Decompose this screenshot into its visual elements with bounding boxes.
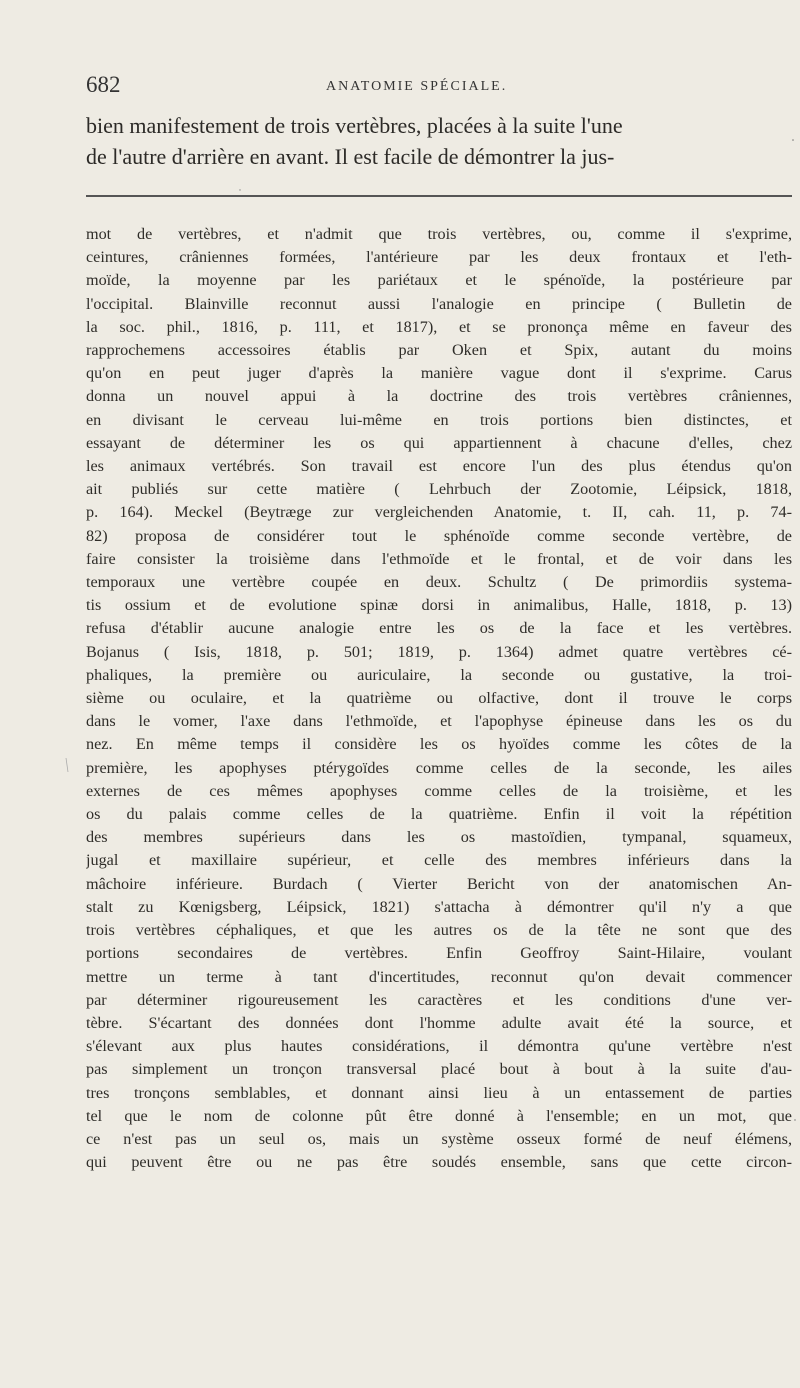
footnote-line: portions secondaires de vertèbres. Enfin Geoffroy Saint-Hilaire, voulant: [86, 944, 792, 963]
footnote-line: pas simplement un tronçon transversal placé bout à bout à la suite d'au-: [86, 1060, 792, 1079]
footnote-line: trois vertèbres céphaliques, et que les autres os de la tête ne sont que des: [86, 921, 792, 940]
page-header: [86, 62, 792, 102]
footnote-line: par déterminer rigoureusement les caractères et les conditions d'une ver-: [86, 990, 792, 1009]
footnote-line: jugal et maxillaire supérieur, et celle des membres inférieurs dans la: [86, 851, 792, 870]
footnote-line: externes de ces mêmes apophyses comme celles de la troisième, et les: [86, 781, 792, 800]
footnote-line: temporaux une vertèbre coupée en deux. Schultz ( De primordiis systema-: [86, 573, 792, 592]
footnote-line: mot de vertèbres, et n'admit que trois vertèbres, ou, comme il s'exprime,: [86, 225, 792, 243]
footnote-line: ceintures, crâniennes formées, l'antérieure par les deux frontaux et l'eth-: [86, 248, 792, 267]
main-text-block: [86, 110, 792, 172]
footnote-divider: [86, 195, 792, 197]
footnote-line: des membres supérieurs dans les os mastoïdien, tympanal, squameux,: [86, 828, 792, 847]
footnote-line: phaliques, la première ou auriculaire, la seconde ou gustative, la troi-: [86, 665, 792, 684]
footnote-line: dans le vomer, l'axe dans l'ethmoïde, et l'apophyse épineuse dans les os du: [86, 712, 792, 731]
footnote-block: [86, 223, 792, 1174]
footnote-line: os du palais comme celles de la quatrième. Enfin il voit la répétition: [86, 805, 792, 824]
page-number: 682: [86, 72, 121, 97]
footnote-line: qui peuvent être ou ne pas être soudés ensemble, sans que cette circon-: [86, 1153, 792, 1172]
footnote-line: s'élevant aux plus hautes considérations, il démontra qu'une vertèbre n'est: [86, 1037, 792, 1056]
footnote-line: essayant de déterminer les os qui appartiennent à chacune d'elles, chez: [86, 433, 792, 452]
footnote-line: première, les apophyses ptérygoïdes comme celles de la seconde, les ailes: [86, 758, 792, 777]
footnote-line: la soc. phil., 1816, p. 111, et 1817), et se prononça même en faveur des: [86, 317, 792, 336]
footnote-line: 82) proposa de considérer tout le sphénoïde comme seconde vertèbre, de: [86, 526, 792, 545]
footnote-line: mettre un terme à tant d'incertitudes, reconnut qu'on devait commencer: [86, 967, 792, 986]
footnote-line: sième ou oculaire, et la quatrième ou olfactive, dont il trouve le corps: [86, 689, 792, 708]
footnote-line: faire consister la troisième dans l'ethmoïde et le frontal, et de voir dans les: [86, 549, 792, 568]
footnote-line: qu'on en peut juger d'après la manière vague dont il s'exprime. Carus: [86, 364, 792, 383]
footnote-line: p. 164). Meckel (Beytræge zur vergleichenden Anatomie, t. II, cah. 11, p. 74-: [86, 503, 792, 522]
main-text-line: de l'autre d'arrière en avant. Il est facile de démontrer la jus-: [86, 144, 615, 169]
footnote-line: les animaux vertébrés. Son travail est encore l'un des plus étendus qu'on: [86, 457, 792, 476]
main-text-line: bien manifestement de trois vertèbres, placées à la suite l'une: [86, 113, 623, 138]
footnote-line: l'occipital. Blainville reconnut aussi l'analogie en principe ( Bulletin de: [86, 294, 792, 313]
footnote-line: donna un nouvel appui à la doctrine des trois vertèbres crâniennes,: [86, 387, 792, 406]
footnote-line: rapprochemens accessoires établis par Oken et Spix, autant du moins: [86, 341, 792, 360]
footnote-line: ait publiés sur cette matière ( Lehrbuch der Zootomie, Léipsick, 1818,: [86, 480, 792, 499]
footnote-line: tis ossium et de evolutione spinæ dorsi in animalibus, Halle, 1818, p. 13): [86, 596, 792, 615]
footnote-line: ce n'est pas un seul os, mais un système osseux formé de neuf élémens,: [86, 1129, 792, 1148]
footnote-line: en divisant le cerveau lui-même en trois portions bien distinctes, et: [86, 410, 792, 429]
footnote-line: moïde, la moyenne par les pariétaux et le spénoïde, la postérieure par: [86, 271, 792, 290]
footnote-line: refusa d'établir aucune analogie entre les os de la face et les vertèbres.: [86, 619, 792, 638]
footnote-line: tèbre. S'écartant des données dont l'homme adulte avait été la source, et: [86, 1013, 792, 1032]
footnote-line: stalt zu Kœnigsberg, Léipsick, 1821) s'attacha à démontrer qu'il n'y a que: [86, 897, 792, 916]
footnote-line: mâchoire inférieure. Burdach ( Vierter Bericht von der anatomischen An-: [86, 874, 792, 893]
footnote-line: tres tronçons semblables, et donnant ainsi lieu à un entassement de parties: [86, 1083, 792, 1102]
footnote-line: Bojanus ( Isis, 1818, p. 501; 1819, p. 1364) admet quatre vertèbres cé-: [86, 642, 792, 661]
running-title: ANATOMIE SPÉCIALE.: [326, 79, 508, 94]
footnote-line: tel que le nom de colonne pût être donné à l'ensemble; en un mot, que: [86, 1106, 792, 1125]
footnote-line: nez. En même temps il considère les os hyoïdes comme les côtes de la: [86, 735, 792, 754]
